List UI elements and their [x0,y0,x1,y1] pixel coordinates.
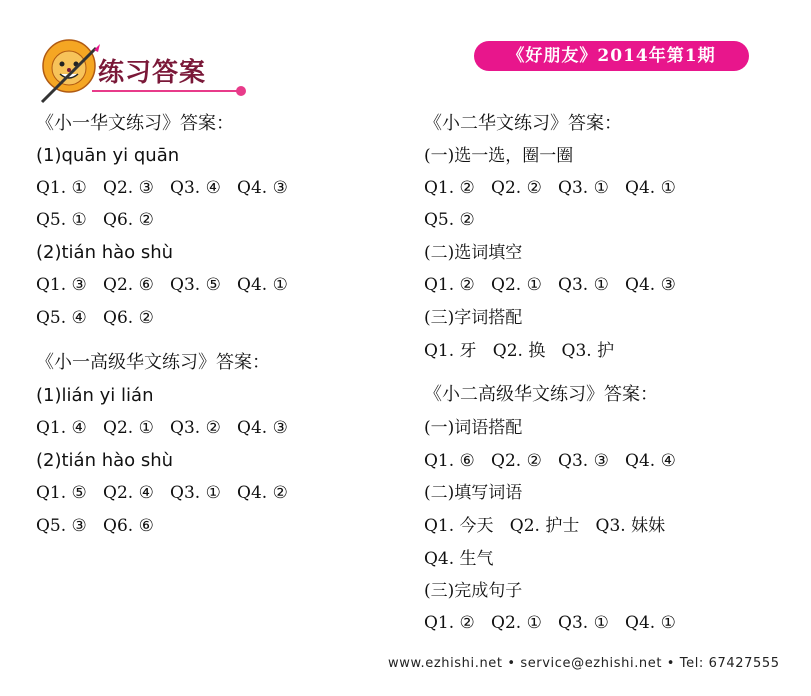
answer-line: (一)选一选，圈一圈 [424,146,574,166]
answer-line: Q1. ⑥ Q2. ② Q3. ③ Q4. ④ [424,451,676,471]
answer-line: Q1. ① Q2. ③ Q3. ④ Q4. ③ [36,178,288,198]
answer-line: Q1. ③ Q2. ⑥ Q3. ⑤ Q4. ① [36,275,288,295]
answer-line: Q1. 牙 Q2. 换 Q3. 护 [424,341,615,361]
answer-line: (三)字词搭配 [424,308,523,328]
answer-line: (三)完成句子 [424,581,523,601]
footer-contact: www.ezhishi.net • service@ezhishi.net • Tel: 67427555 [388,656,780,671]
lion-icon [34,36,104,106]
answer-line: (2)tián hào shù [36,242,174,263]
answer-line: Q1. ② Q2. ① Q3. ① Q4. ① [424,613,676,633]
answer-line: Q1. ② Q2. ② Q3. ① Q4. ① [424,178,676,198]
answer-line: (2)tián hào shù [36,450,174,471]
answer-line: Q5. ④ Q6. ② [36,308,154,328]
answer-line: (一)词语搭配 [424,418,523,438]
logo-underline [92,90,242,92]
answer-line: Q1. 今天 Q2. 护士 Q3. 妹妹 [424,516,666,536]
answer-line: Q1. ⑤ Q2. ④ Q3. ① Q4. ② [36,483,288,503]
answer-line: (二)填写词语 [424,483,523,503]
answer-line: Q1. ② Q2. ① Q3. ① Q4. ③ [424,275,676,295]
answer-line: Q4. 生气 [424,549,494,569]
answer-line: (1)quān yi quān [36,145,180,166]
issue-badge: 《好朋友》2014年第1期 [474,41,749,71]
section-title: 《小二华文练习》答案： [424,113,622,134]
section-title: 《小一华文练习》答案： [36,113,234,134]
section-title: 《小一高级华文练习》答案： [36,352,270,373]
section-title: 《小二高级华文练习》答案： [424,384,658,405]
answer-line: Q5. ② [424,210,475,230]
answer-line: (二)选词填空 [424,243,523,263]
answer-line: Q5. ③ Q6. ⑥ [36,516,154,536]
answer-line: Q1. ④ Q2. ① Q3. ② Q4. ③ [36,418,288,438]
logo-title: 练习答案 [98,58,207,88]
logo-dot [236,86,246,96]
answer-line: (1)lián yi lián [36,385,154,406]
answer-line: Q5. ① Q6. ② [36,210,154,230]
